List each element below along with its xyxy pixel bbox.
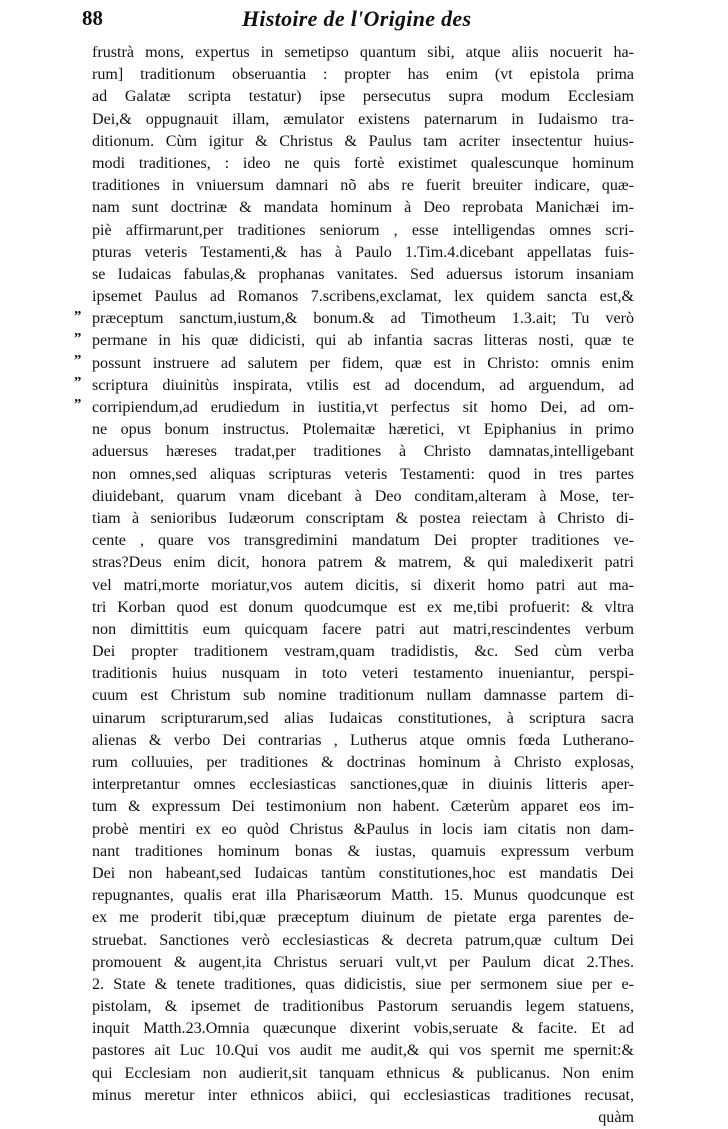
text-line: non omnes,sed aliquas scripturas veteris Testamenti: quod in tres partes xyxy=(92,465,634,483)
text-line: nant traditiones hominum bonas & iustas, quamuis expressum verbum xyxy=(92,842,634,860)
text-line: stras?Deus enim dicit, honora patrem & matrem, & qui maledixerit patri xyxy=(92,554,634,572)
text-line: alienas & verbo Dei contrarias , Lutherus atque omnis fœda Lutherano- xyxy=(92,731,634,749)
body-text xyxy=(92,42,634,1129)
text-line: repugnantes, qualis erat illa Pharisæorum Matth. 15. Munus quodcunque est xyxy=(92,887,634,905)
text-line: uinarum scripturarum,sed alias Iudaicas constitutiones, à scriptura sacra xyxy=(92,709,634,727)
running-title: Histoire de l'Origine des xyxy=(242,6,472,31)
quotation-mark: „ xyxy=(74,367,82,383)
catchword: quàm xyxy=(598,1109,634,1126)
text-line: diuidebant, quarum vnam dicebant à Deo conditam,alteram à Mose, ter- xyxy=(92,487,634,505)
text-line: Dei propter traditionem vestram,quam tradidistis, &c. Sed cùm verba xyxy=(92,643,634,661)
text-line: modi traditiones, : ideo ne quis fortè existimet qualescunque hominum xyxy=(92,154,634,172)
text-line: pistolam, & ipsemet de traditionibus Pastorum seruandis legem statuens, xyxy=(92,998,634,1016)
text-line: rum colluuies, per traditiones & doctrinas hominum à Christo explosas, xyxy=(92,754,634,771)
text-line: corripiendum,ad erudiedum in iustitia,vt perfectus sit homo Dei, ad om- xyxy=(92,399,634,416)
text-line: pturas veteris Testamenti,& has à Paulo 1.Tim.4.dicebant appellatas fuis- xyxy=(92,243,634,261)
text-line: vel matri,morte moriatur,vos autem dicitis, si dixerit homo patri aut ma- xyxy=(92,576,634,594)
text-line: interpretantur omnes ecclesiasticas sanctiones,quæ in diuinis litteris aper- xyxy=(92,776,634,794)
text-line: traditiones in vniuersum damnari nõ abs re fuerit breuiter indicare, quæ- xyxy=(92,177,634,195)
text-line: permane in his quæ didicisti, qui ab infantia sacras litteras nosti, quæ te xyxy=(92,332,634,350)
text-line: ne opus bonum instructus. Ptolemaitæ hæretici, vt Epiphanius in primo xyxy=(92,421,634,439)
text-line: ditionum. Cùm igitur & Christus & Paulus tam acriter insectentur huius- xyxy=(92,132,634,150)
text-line: tum & expressum Dei testimonium non habent. Cæterùm apparet eos im- xyxy=(92,798,634,816)
text-line: Dei non habeant,sed Iudaicas tantùm constitutiones,hoc est mandatis Dei xyxy=(92,864,634,882)
text-line: inquit Matth.23.Omnia quæcunque dixerint vobis,seruate & facite. Et ad xyxy=(92,1020,634,1038)
page-header xyxy=(82,6,642,34)
text-line: tiam à senioribus Iudæorum conscriptam & postea reiectam à Christo di- xyxy=(92,509,634,527)
text-line: 2. State & tenete traditiones, quas didicistis, siue per sermonem siue per e- xyxy=(92,975,634,993)
text-line: non dimittitis eum quicquam facere patri aut matri,rescindentes verbum xyxy=(92,620,634,638)
quotation-mark: „ xyxy=(74,301,82,317)
text-line: se Iudaicas fabulas,& prophanas vanitates. Sed aduersus istorum insaniam xyxy=(92,265,634,283)
text-line: cente , quare vos transgredimini mandatum Dei propter traditiones ve- xyxy=(92,532,634,550)
page-number: 88 xyxy=(82,6,103,30)
text-line: traditionis huius nusquam in toto veteri testamento inueniantur, perspi- xyxy=(92,665,634,683)
text-line: minus meretur inter ethnicos abiici, qui ecclesiasticas traditiones recusat, xyxy=(92,1086,634,1104)
quotation-mark: „ xyxy=(74,345,82,361)
quotation-mark: „ xyxy=(74,389,82,405)
text-line: ipsemet Paulus ad Romanos 7.scribens,exclamat, lex quidem sancta est,& xyxy=(92,288,634,306)
text-line: possunt instruere ad salutem per fidem, quæ est in Christo: omnis enim xyxy=(92,354,634,372)
text-line: frustrà mons, expertus in semetipso quantum sibi, atque aliis nocuerit ha- xyxy=(92,44,634,61)
text-line: ad Galatæ scripta testatur) ipse persecutus supra modum Ecclesiam xyxy=(92,88,634,106)
text-line: nam sunt doctrinæ & mandata hominum à Deo reprobata Manichæi im- xyxy=(92,199,634,217)
text-line: struebat. Sanctiones verò ecclesiasticas & decreta patrum,quæ cultum Dei xyxy=(92,931,634,949)
text-line: promouent & augent,ita Christus seruari vult,vt per Paulum dicat 2.Thes. xyxy=(92,953,634,971)
text-line: rum] traditionum obseruantia : propter has enim (vt epistola prima xyxy=(92,66,634,84)
text-line: præceptum sanctum,iustum,& bonum.& ad Timotheum 1.3.ait; Tu verò xyxy=(92,310,634,328)
quotation-mark: „ xyxy=(74,323,82,339)
text-line: qui Ecclesiam non audierit,sit tanquam ethnicus & publicanus. Non enim xyxy=(92,1064,634,1082)
text-line: pastores ait Luc 10.Qui vos audit me audit,& qui vos spernit me spernit:& xyxy=(92,1042,634,1060)
text-line: tri Korban quod est donum quodcumque est ex me,tibi profuerit: & vltra xyxy=(92,598,634,616)
text-line: aduersus hæreses tradat,per traditiones à Christo damnatas,intelligebant xyxy=(92,443,634,461)
text-line: scriptura diuinitùs inspirata, vtilis est ad docendum, ad arguendum, ad xyxy=(92,376,634,394)
text-line: cuum est Christum sub nomine traditionum nullam damnasse partem di- xyxy=(92,687,634,705)
text-line: probè mentiri ex eo quòd Christus &Paulus in locis iam citatis non dam- xyxy=(92,820,634,838)
text-line: Dei,& oppugnauit illam, æmulator existens paternarum in Iudaismo tra- xyxy=(92,110,634,128)
text-line: piè affirmarunt,per traditiones seniorum , esse intelligendas omnes scri- xyxy=(92,221,634,239)
text-line: ex me proderit tibi,quæ præceptum diuinum de pietate erga parentes de- xyxy=(92,909,634,927)
